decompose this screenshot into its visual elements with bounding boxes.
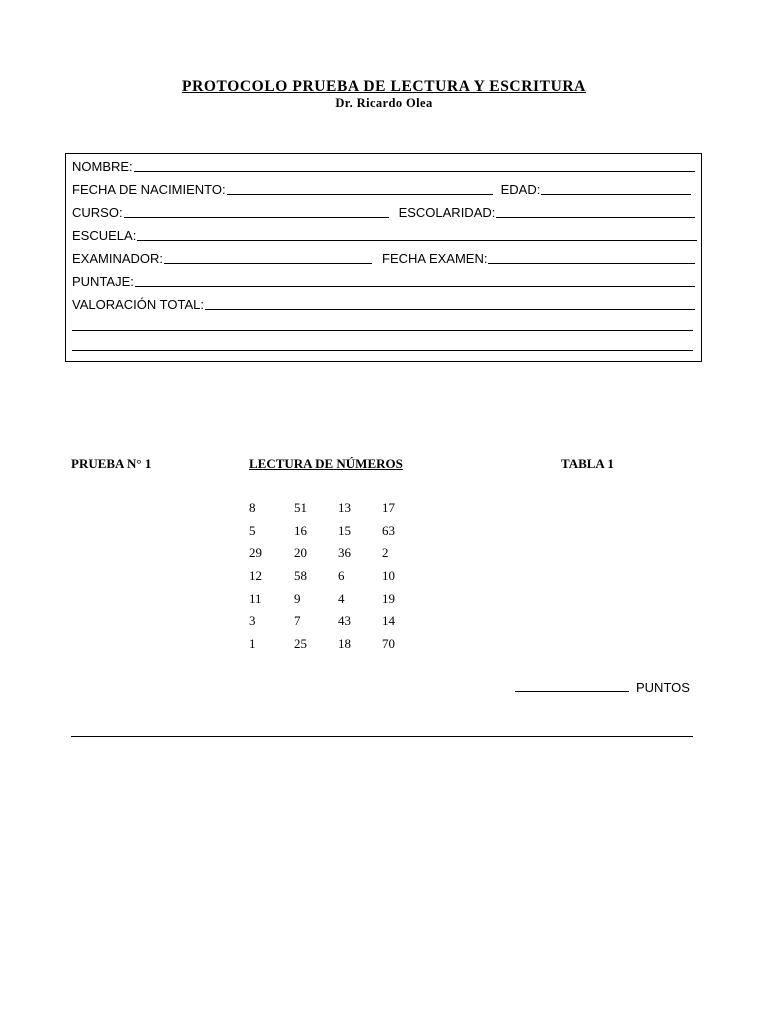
nombre-field[interactable] xyxy=(134,171,695,172)
nombre-row xyxy=(72,158,695,174)
number-cell: 10 xyxy=(382,568,395,584)
escolaridad-field[interactable] xyxy=(496,217,695,218)
valoracion-label: VALORACIÓN TOTAL: xyxy=(72,297,204,312)
curso-row xyxy=(72,204,695,220)
number-cell: 58 xyxy=(294,568,307,584)
escuela-field[interactable] xyxy=(137,240,697,241)
fecha-nacimiento-field[interactable] xyxy=(227,194,493,195)
fecha-examen-field[interactable] xyxy=(488,263,695,264)
student-info-form xyxy=(65,153,702,362)
number-cell: 25 xyxy=(294,636,307,652)
puntaje-row xyxy=(72,273,695,289)
number-cell: 18 xyxy=(338,636,351,652)
examinador-label: EXAMINADOR: xyxy=(72,251,164,266)
valoracion-row xyxy=(72,296,695,312)
table-label: TABLA 1 xyxy=(561,456,614,471)
number-cell: 36 xyxy=(338,545,351,561)
curso-label: CURSO: xyxy=(72,205,123,220)
test-number: PRUEBA N° 1 xyxy=(71,456,152,471)
number-cell: 13 xyxy=(338,500,351,515)
section-divider xyxy=(71,736,693,737)
examinador-row xyxy=(72,250,695,266)
test-name: LECTURA DE NÚMEROS xyxy=(249,456,403,471)
number-cell: 11 xyxy=(249,590,262,606)
number-cell: 19 xyxy=(382,590,395,606)
puntaje-field[interactable] xyxy=(135,286,695,287)
number-cell: 4 xyxy=(338,590,345,606)
number-cell: 2 xyxy=(382,545,389,561)
nombre-label: NOMBRE: xyxy=(72,159,133,174)
document-title: PROTOCOLO PRUEBA DE LECTURA Y ESCRITURA xyxy=(182,78,586,95)
number-cell: 9 xyxy=(294,590,301,606)
valoracion-field[interactable] xyxy=(205,309,695,310)
escuela-label: ESCUELA: xyxy=(72,228,137,243)
number-cell: 8 xyxy=(249,500,256,515)
number-cell: 16 xyxy=(294,522,307,538)
escuela-row xyxy=(72,227,695,243)
fecha-nacimiento-label: FECHA DE NACIMIENTO: xyxy=(72,182,226,197)
number-cell: 29 xyxy=(249,545,262,561)
valoracion-continuation-line-1[interactable] xyxy=(72,330,693,331)
number-cell: 12 xyxy=(249,568,262,584)
score-line xyxy=(515,680,690,695)
number-cell: 3 xyxy=(249,613,256,629)
score-field[interactable] xyxy=(515,691,629,692)
number-cell: 6 xyxy=(338,568,345,584)
fecha-nacimiento-row xyxy=(72,181,695,197)
puntos-label: PUNTOS xyxy=(636,680,690,695)
edad-label: EDAD: xyxy=(500,182,541,197)
number-cell: 14 xyxy=(382,613,395,629)
edad-field[interactable] xyxy=(541,194,691,195)
puntaje-label: PUNTAJE: xyxy=(72,274,134,289)
number-cell: 17 xyxy=(382,500,395,515)
number-cell: 1 xyxy=(249,636,256,652)
examinador-field[interactable] xyxy=(164,263,372,264)
valoracion-continuation-line-2[interactable] xyxy=(72,350,693,351)
number-cell: 51 xyxy=(294,500,307,515)
number-cell: 43 xyxy=(338,613,351,629)
number-cell: 7 xyxy=(294,613,301,629)
escolaridad-label: ESCOLARIDAD: xyxy=(398,205,496,220)
number-cell: 63 xyxy=(382,522,395,538)
document-author: Dr. Ricardo Olea xyxy=(335,96,433,110)
curso-field[interactable] xyxy=(124,217,389,218)
number-cell: 5 xyxy=(249,522,256,538)
fecha-examen-label: FECHA EXAMEN: xyxy=(382,251,488,266)
number-cell: 20 xyxy=(294,545,307,561)
number-cell: 15 xyxy=(338,522,351,538)
number-cell: 70 xyxy=(382,636,395,652)
